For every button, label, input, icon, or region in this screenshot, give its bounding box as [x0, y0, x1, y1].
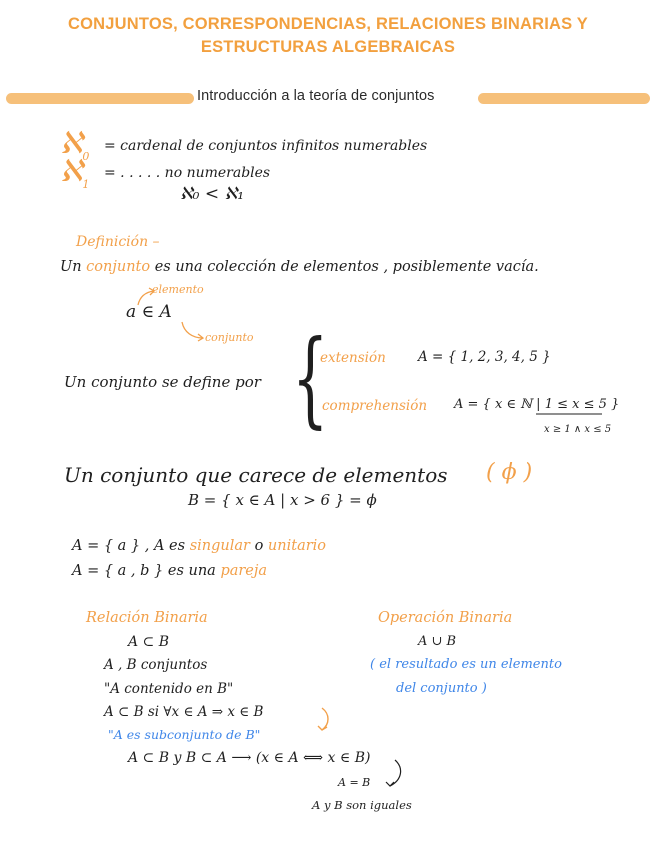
define-by-lead: Un conjunto se define por: [64, 373, 261, 391]
aleph-one-symbol: ℵ$_1$: [60, 154, 90, 191]
label-conjunto: conjunto: [205, 331, 254, 344]
singleton-line: A = { a } , A es singular o unitario: [72, 538, 327, 554]
aleph-zero-definition: = cardenal de conjuntos infinitos numerables: [104, 138, 428, 154]
comprehension-expression: A = { x ∈ ℕ | 1 ≤ x ≤ 5 }: [454, 397, 620, 412]
aleph-one-definition: = . . . . . no numerables: [104, 165, 271, 181]
page-title-line1: CONJUNTOS, CORRESPONDENCIAS, RELACIONES BINARIAS Y: [67, 15, 589, 33]
arrow-to-conjunto: [182, 322, 203, 338]
comprehension-label: comprehensión: [322, 398, 428, 414]
arrowhead-conjunto: [198, 334, 203, 341]
equality-result: A = B: [338, 776, 371, 789]
relation-definition: A ⊂ B si ∀x ∈ A ⇒ x ∈ B: [104, 704, 264, 720]
operation-expression: A ∪ B: [418, 634, 457, 649]
label-elemento: elemento: [152, 283, 204, 296]
relation-heading: Relación Binaria: [86, 610, 208, 626]
equality-note: A y B son iguales: [312, 798, 412, 812]
arrow-equality: [390, 760, 401, 786]
section-title: Introducción a la teoría de conjuntos: [194, 88, 437, 104]
banner-bar-right: [478, 93, 650, 104]
arrow-subset: [322, 708, 328, 730]
operation-heading: Operación Binaria: [378, 610, 513, 626]
aleph-zero-symbol: ℵ$_0$: [60, 126, 90, 163]
definition-sentence: Un conjunto es una colección de elementos , posiblemente vacía.: [60, 259, 539, 275]
operation-note-line1: ( el resultado es un elemento: [370, 657, 562, 672]
definition-heading: Definición –: [76, 234, 160, 250]
arrowhead-equality: [386, 782, 394, 786]
membership-expression: a ∈ A: [126, 302, 172, 322]
aleph-comparison: ℵ₀ < ℵ₁: [180, 184, 245, 204]
relation-expression: A ⊂ B: [128, 634, 170, 650]
pair-line: A = { a , b } es una pareja: [72, 563, 268, 579]
relation-reading: "A es subconjunto de B": [108, 727, 261, 742]
curly-brace: {: [292, 317, 329, 439]
extension-label: extensión: [320, 350, 386, 366]
empty-set-symbol: ( ϕ ): [486, 460, 533, 485]
section-banner: [0, 89, 656, 109]
arrowhead-subset: [318, 726, 327, 730]
relation-equality: A ⊂ B y B ⊂ A ⟶ (x ∈ A ⟺ x ∈ B): [128, 750, 371, 766]
relation-note-contained: "A contenido en B": [104, 681, 234, 697]
empty-set-expression: B = { x ∈ A | x > 6 } = ϕ: [188, 491, 377, 509]
empty-set-lead: Un conjunto que carece de elementos: [64, 463, 448, 487]
operation-note-line2: del conjunto ): [396, 681, 487, 696]
relation-note-sets: A , B conjuntos: [104, 657, 208, 673]
extension-expression: A = { 1, 2, 3, 4, 5 }: [418, 349, 551, 365]
page-title-line2: ESTRUCTURAS ALGEBRAICAS: [200, 38, 456, 56]
comprehension-note: x ≥ 1 ∧ x ≤ 5: [544, 424, 612, 435]
banner-bar-left: [6, 93, 194, 104]
